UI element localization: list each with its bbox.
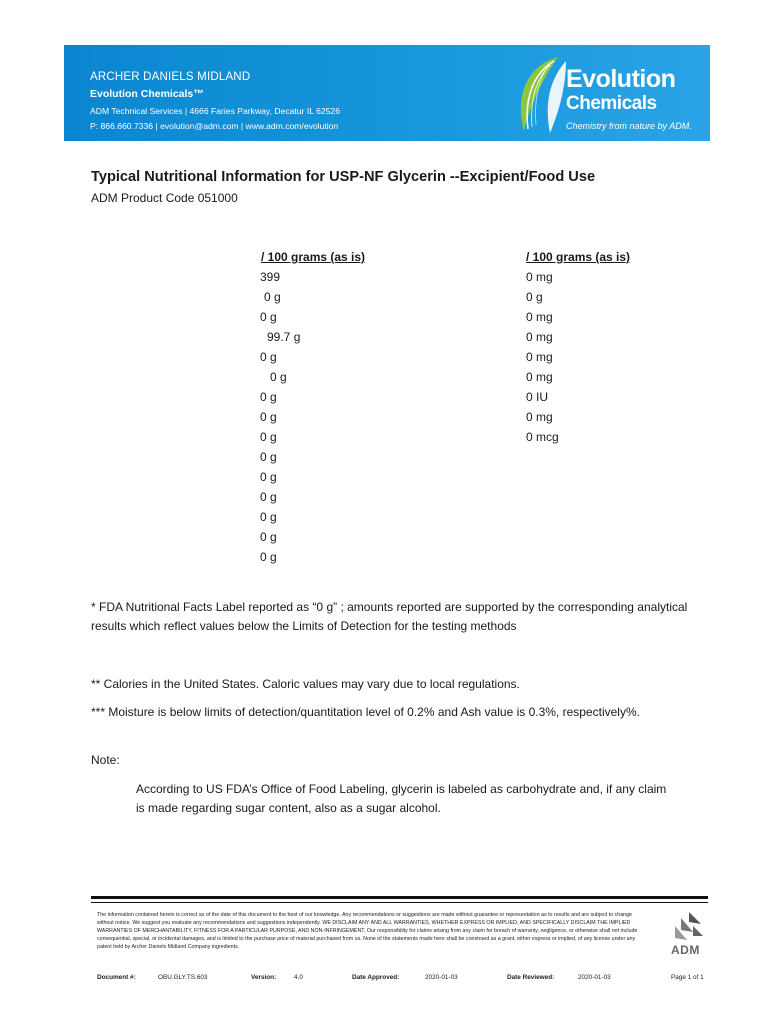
- amount-header: / 100 grams (as is): [261, 250, 366, 264]
- nutrient-value: 0 mg: [526, 310, 553, 324]
- logo-line-2: Chemicals: [566, 93, 657, 114]
- logo-line-1: Evolution: [566, 65, 676, 93]
- version: 4.0: [294, 974, 303, 981]
- nutrient-value: 0 mg: [526, 270, 553, 284]
- company-address: ADM Technical Services | 4666 Faries Parkway, Decatur IL 62526: [90, 106, 340, 116]
- header-banner: [64, 45, 710, 141]
- approved-label: Date Approved:: [352, 974, 400, 981]
- amount-header: / 100 grams (as is): [526, 250, 631, 264]
- nutrient-value: 0 mg: [526, 370, 553, 384]
- footnote-calories: ** Calories in the United States. Caloric values may vary due to local regulations.: [91, 677, 520, 691]
- nutrient-value: 99.7 g: [267, 330, 301, 344]
- doc-number: OBU.GLY.TS.603: [158, 974, 208, 981]
- footnote-fda: * FDA Nutritional Facts Label reported as “0 g” ; amounts reported are supported by the corresponding analytical results which reflect values below the Limits of Detection for the testing methods: [91, 600, 688, 633]
- footer-divider-thin: [91, 902, 708, 903]
- nutrient-value: 0 mg: [526, 410, 553, 424]
- adm-logo-text: ADM: [671, 943, 700, 957]
- nutrient-value: 0 g: [260, 430, 277, 444]
- nutrient-value: 0 g: [260, 470, 277, 484]
- nutrient-value: 0 g: [260, 490, 277, 504]
- nutrient-value: 0 g: [260, 450, 277, 464]
- page-number: Page 1 of 1: [671, 974, 704, 981]
- doc-number-label: Document #:: [97, 974, 136, 981]
- document-title: Typical Nutritional Information for USP-NF Glycerin --Excipient/Food Use: [91, 169, 596, 185]
- nutrient-value: 0 g: [260, 510, 277, 524]
- note-label: Note:: [91, 753, 120, 767]
- note-body: According to US FDA’s Office of Food Labeling, glycerin is labeled as carbohydrate and, if any claim is made regarding sugar content, also as a sugar alcohol.: [136, 782, 667, 815]
- reviewed-label: Date Reviewed:: [507, 974, 555, 981]
- evolution-chemicals-logo: [510, 51, 706, 137]
- nutrient-value: 0 g: [260, 550, 277, 564]
- company-contact: P: 866.660.7336 | evolution@adm.com | www.adm.com/evolution: [90, 121, 339, 131]
- footer-divider: [91, 896, 708, 899]
- nutrient-value: 0 mg: [526, 350, 553, 364]
- footnote-moisture: *** Moisture is below limits of detection/quantitation level of 0.2% and Ash value is 0.3%, respectively%.: [91, 705, 640, 719]
- version-label: Version:: [251, 974, 277, 981]
- nutrient-value: 0 mcg: [526, 430, 559, 444]
- nutrient-value: 0 g: [264, 290, 281, 304]
- reviewed-date: 2020-01-03: [578, 974, 611, 981]
- nutrient-value: 0 g: [260, 310, 277, 324]
- legal-disclaimer: The information contained herein is correct as of the date of this document to the best of our knowledge. Any recommendations or suggestions are made without guarantee or representation as to results and are subject to change without notice. We suggest you evaluate any recommendations and suggestions independently. WE DISCLAIM ANY AND ALL WARRANTIES, WHETHER EXPRESS OR IMPLIED, AND SPECIFICALLY DISCLAIM THE IMPLIED WARRANTIES OF MERCHANTABILITY, FITNESS FOR A PARTICULAR PURPOSE, AND NON-INFRINGEMENT. Our responsibility for claims arising from any claim for breach of warranty, negligence, or otherwise shall not include consequential, special, or incidental damages, and is limited to the purchase price of material purchased from us. None of the statements made here shall be construed as a grant, either express or implied, of any license under any patent held by Archer Daniels Midland Company ingredients.: [97, 912, 638, 950]
- company-name: ARCHER DANIELS MIDLAND: [90, 71, 251, 83]
- nutrient-value: 0 g: [260, 410, 277, 424]
- adm-leaf-icon: [667, 910, 711, 944]
- product-code: ADM Product Code 051000: [91, 191, 238, 205]
- nutrient-value: 0 g: [260, 390, 277, 404]
- nutrient-value: 0 mg: [526, 330, 553, 344]
- nutrient-value: 0 g: [260, 350, 277, 364]
- nutrient-value: 0 g: [260, 530, 277, 544]
- nutrient-value: 0 g: [526, 290, 543, 304]
- nutrient-value: 0 g: [270, 370, 287, 384]
- adm-logo: [667, 910, 711, 960]
- approved-date: 2020-01-03: [425, 974, 458, 981]
- logo-tagline: Chemistry from nature by ADM.: [566, 121, 692, 131]
- nutrient-value: 399: [260, 270, 281, 284]
- nutrient-value: 0 IU: [526, 390, 549, 404]
- leaf-icon: [510, 51, 570, 137]
- division-name: Evolution Chemicals™: [90, 88, 204, 100]
